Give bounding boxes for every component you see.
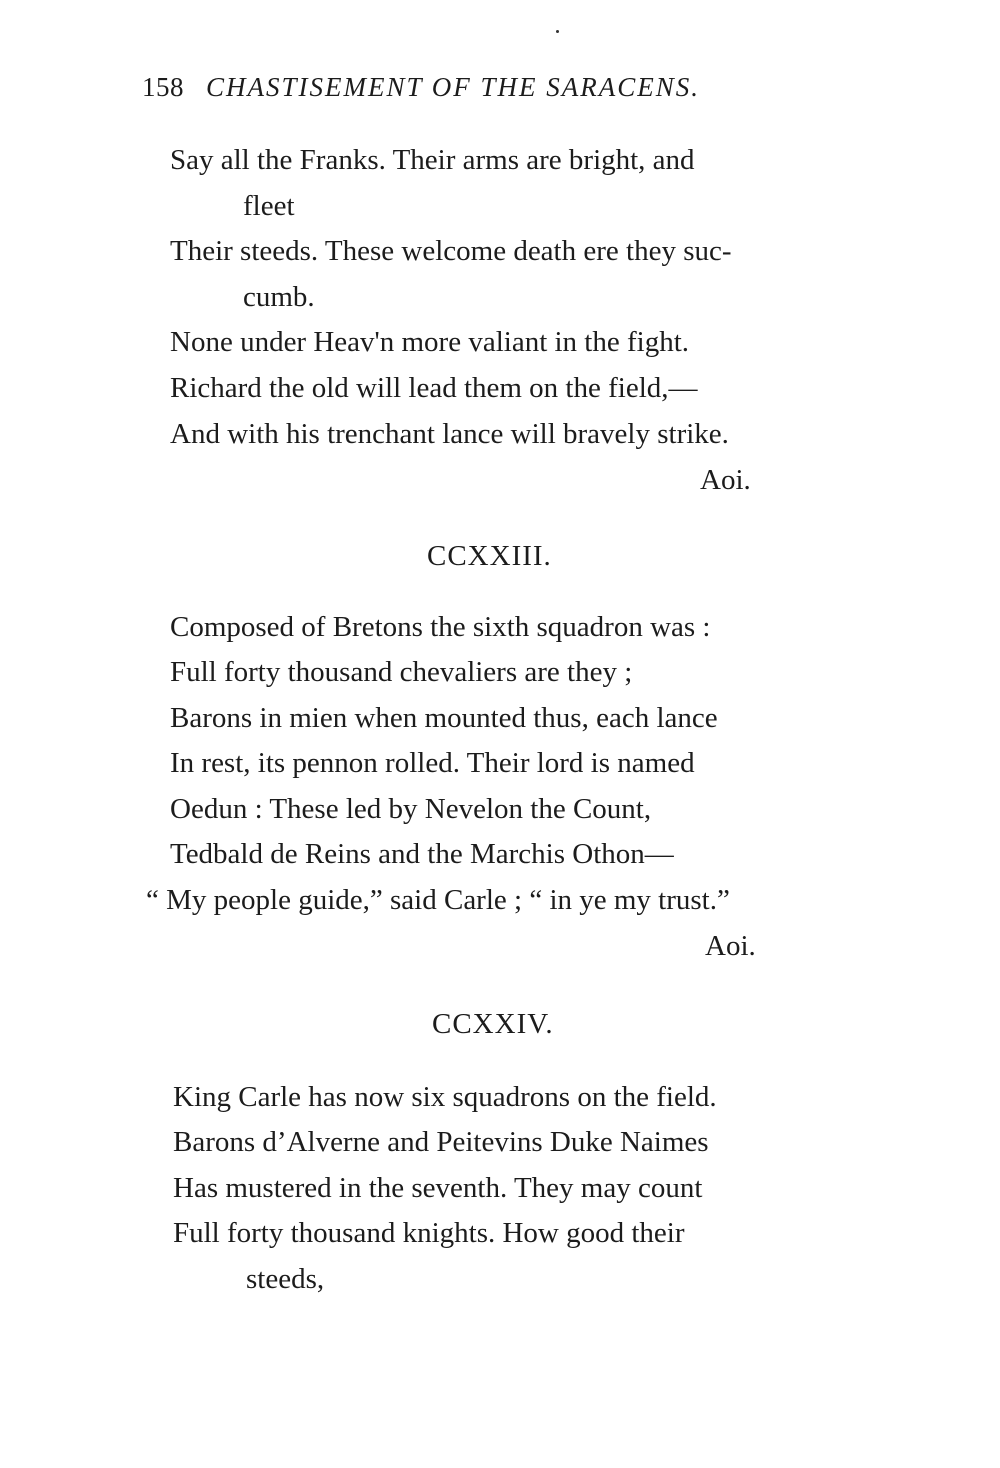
verse-line: “ My people guide,” said Carle ; “ in ye my trust.” [146,884,730,916]
verse-line: In rest, its pennon rolled. Their lord is named [170,747,695,779]
running-title: CHASTISEMENT OF THE SARACENS. [206,72,701,102]
verse-line: Composed of Bretons the sixth squadron was : [170,611,711,643]
refrain-aoi: Aoi. [705,930,756,962]
stanza-heading: CCXXIV. [432,1008,554,1040]
verse-line: And with his trenchant lance will bravely strike. [170,418,729,450]
paper-speck [556,30,559,33]
refrain-aoi: Aoi. [700,464,751,496]
verse-line: Say all the Franks. Their arms are bright, and [170,144,695,176]
verse-line: King Carle has now six squadrons on the field. [173,1081,717,1113]
verse-line: Oedun : These led by Nevelon the Count, [170,793,652,825]
stanza-heading: CCXXIII. [427,540,552,572]
verse-line: Their steeds. These welcome death ere they suc- [170,235,732,267]
page-header [142,72,700,103]
verse-line: cumb. [243,281,315,313]
verse-line: steeds, [246,1263,325,1295]
verse-line: Full forty thousand chevaliers are they ; [170,656,633,688]
verse-line: Richard the old will lead them on the field,— [170,372,698,404]
verse-line: Has mustered in the seventh. They may count [173,1172,703,1204]
verse-line: Barons in mien when mounted thus, each lance [170,702,718,734]
verse-line: Barons d’Alverne and Peitevins Duke Naimes [173,1126,709,1158]
page-number: 158 [142,72,184,102]
verse-line: None under Heav'n more valiant in the fight. [170,326,690,358]
verse-line: Tedbald de Reins and the Marchis Othon— [170,838,674,870]
verse-line: fleet [243,190,295,222]
verse-line: Full forty thousand knights. How good their [173,1217,685,1249]
